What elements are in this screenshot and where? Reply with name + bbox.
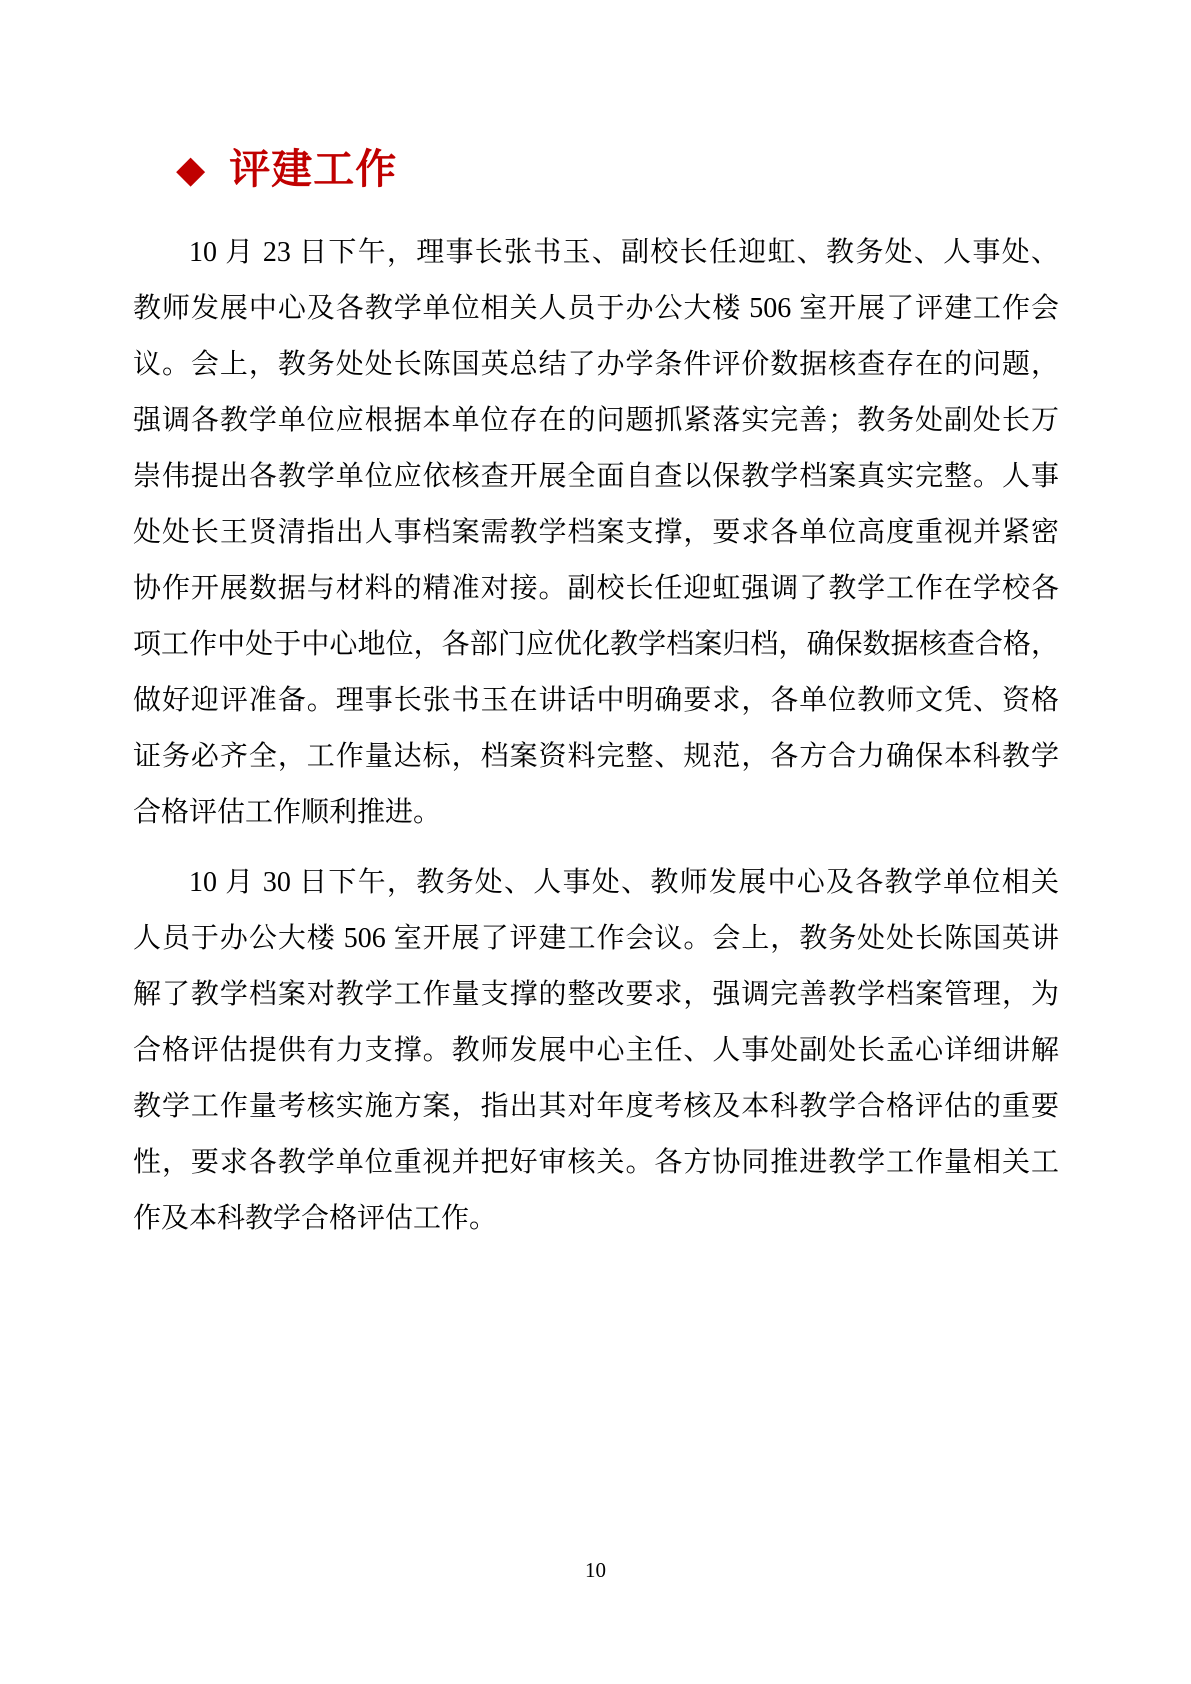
paragraph-line: 证务必齐全，工作量达标，档案资料完整、规范，各方合力确保本科教学 — [133, 741, 1059, 772]
paragraph-line: 教师发展中心及各教学单位相关人员于办公大楼 506 室开展了评建工作会 — [133, 293, 1059, 324]
diamond-bullet-icon: ◆ — [176, 149, 206, 191]
paragraph-line: 10 月 23 日下午，理事长张书玉、副校长任迎虹、教务处、人事处、 — [189, 237, 1059, 268]
paragraph-line: 崇伟提出各教学单位应依核查开展全面自查以保教学档案真实完整。人事 — [133, 461, 1059, 492]
paragraph — [133, 855, 1059, 1247]
paragraph — [133, 225, 1059, 841]
paragraph-line: 解了教学档案对教学工作量支撑的整改要求，强调完善教学档案管理，为 — [133, 979, 1059, 1010]
paragraph-line: 项工作中处于中心地位，各部门应优化教学档案归档，确保数据核查合格， — [133, 629, 1059, 660]
paragraph-line: 作及本科教学合格评估工作。 — [133, 1203, 498, 1234]
paragraph-line: 合格评估工作顺利推进。 — [133, 797, 442, 828]
paragraph-line: 协作开展数据与材料的精准对接。副校长任迎虹强调了教学工作在学校各 — [133, 573, 1059, 604]
paragraph-line: 强调各教学单位应根据本单位存在的问题抓紧落实完善；教务处副处长万 — [133, 405, 1059, 436]
paragraph-line: 教学工作量考核实施方案，指出其对年度考核及本科教学合格评估的重要 — [133, 1091, 1059, 1122]
paragraph-line: 人员于办公大楼 506 室开展了评建工作会议。会上，教务处处长陈国英讲 — [133, 923, 1059, 954]
paragraph-line: 议。会上，教务处处长陈国英总结了办学条件评价数据核查存在的问题， — [133, 349, 1059, 380]
paragraph-line: 性，要求各教学单位重视并把好审核关。各方协同推进教学工作量相关工 — [133, 1147, 1059, 1178]
paragraph-line: 做好迎评准备。理事长张书玉在讲话中明确要求，各单位教师文凭、资格 — [133, 685, 1059, 716]
section-heading — [176, 140, 397, 200]
page-number: 10 — [585, 1558, 606, 1582]
paragraph-line: 处处长王贤清指出人事档案需教学档案支撑，要求各单位高度重视并紧密 — [133, 517, 1059, 548]
paragraph-line: 合格评估提供有力支撑。教师发展中心主任、人事处副处长孟心详细讲解 — [133, 1035, 1059, 1066]
paragraph-line: 10 月 30 日下午，教务处、人事处、教师发展中心及各教学单位相关 — [189, 867, 1059, 898]
document-body — [133, 225, 1059, 1247]
section-title: 评建工作 — [229, 146, 398, 193]
